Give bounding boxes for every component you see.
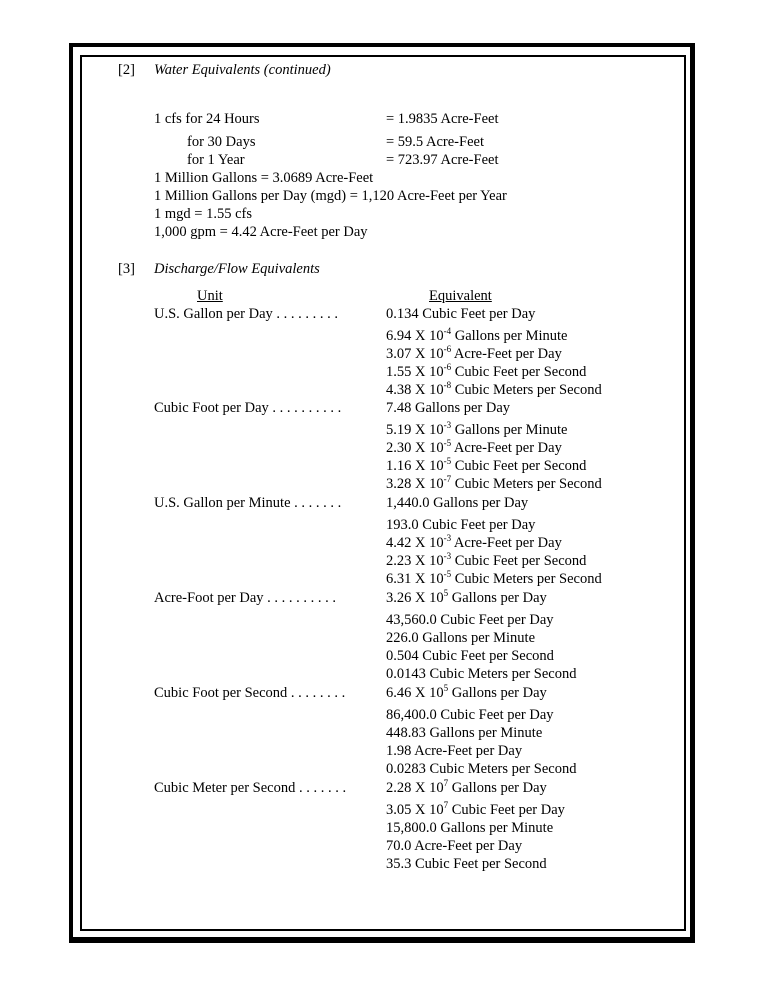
equivalent-value: [386, 762, 576, 777]
for-30-days-label: for 30 Days: [187, 134, 256, 150]
equivalent-base: 2.30 X 10: [386, 440, 444, 456]
equivalent-unit-text: Gallons per Day: [448, 590, 547, 606]
equivalent-base: 226.0 Gallons per Minute: [386, 630, 536, 646]
equivalent-value: [386, 588, 547, 606]
equivalent-value: [386, 307, 535, 322]
unit-label: Cubic Foot per Day . . . . . . . . . .: [154, 400, 342, 416]
equivalent-exponent: -3: [443, 420, 452, 430]
column-header-equivalent: Equivalent: [429, 288, 492, 304]
equivalent-value: [386, 496, 528, 511]
equivalent-base: 3.26 X 10: [386, 590, 444, 606]
equivalent-base: 1,440.0 Gallons per Day: [386, 495, 529, 511]
cfs-24h-value: = 1.9835 Acre-Feet: [386, 111, 499, 127]
equivalent-exponent: -5: [443, 569, 452, 579]
equivalent-value: [386, 857, 547, 872]
equivalent-exponent: 5: [443, 683, 449, 693]
section-2-title: Water Equivalents (continued): [154, 62, 331, 78]
equivalent-unit-text: Cubic Feet per Second: [451, 553, 587, 569]
equivalent-unit-text: Acre-Feet per Day: [451, 440, 562, 456]
equivalent-base: 193.0 Cubic Feet per Day: [386, 517, 536, 533]
equivalent-value: [386, 401, 510, 416]
equivalent-base: 6.31 X 10: [386, 571, 444, 587]
equivalent-unit-text: Cubic Meters per Second: [451, 571, 602, 587]
equivalent-base: 3.07 X 10: [386, 346, 444, 362]
equivalent-exponent: 5: [443, 588, 449, 598]
equivalent-base: 2.23 X 10: [386, 553, 444, 569]
equivalent-value: [386, 474, 602, 492]
equivalent-value: [386, 551, 587, 569]
equivalent-base: 0.134 Cubic Feet per Day: [386, 306, 536, 322]
page-inner-border: [80, 55, 686, 931]
equivalent-exponent: -3: [443, 551, 452, 561]
section-2-number: [2]: [118, 62, 135, 78]
equivalent-unit-text: Cubic Meters per Second: [451, 476, 602, 492]
equivalent-base: 2.28 X 10: [386, 780, 444, 796]
equivalent-unit-text: Cubic Feet per Day: [448, 802, 565, 818]
equivalent-base: 15,800.0 Gallons per Minute: [386, 820, 554, 836]
equivalent-exponent: -8: [443, 380, 452, 390]
equivalent-base: 70.0 Acre-Feet per Day: [386, 838, 523, 854]
equivalent-base: 6.94 X 10: [386, 328, 444, 344]
equivalent-unit-text: Acre-Feet per Day: [451, 346, 562, 362]
equivalent-base: 0.0283 Cubic Meters per Second: [386, 761, 577, 777]
equivalent-unit-text: Gallons per Day: [448, 685, 547, 701]
equivalent-value: [386, 533, 562, 551]
mgd-cfs-line: 1 mgd = 1.55 cfs: [154, 206, 252, 222]
equivalent-value: [386, 708, 554, 723]
equivalent-base: 43,560.0 Cubic Feet per Day: [386, 612, 554, 628]
equivalent-base: 1.98 Acre-Feet per Day: [386, 743, 523, 759]
equivalent-exponent: -6: [443, 362, 452, 372]
section-3-title: Discharge/Flow Equivalents: [154, 261, 320, 277]
equivalent-unit-text: Gallons per Minute: [451, 422, 568, 438]
equivalent-value: [386, 839, 522, 854]
equivalent-base: 4.42 X 10: [386, 535, 444, 551]
equivalent-base: 6.46 X 10: [386, 685, 444, 701]
equivalent-base: 35.3 Cubic Feet per Second: [386, 856, 547, 872]
equivalent-exponent: -5: [443, 456, 452, 466]
equivalent-value: [386, 569, 602, 587]
equivalent-unit-text: Acre-Feet per Day: [451, 535, 562, 551]
equivalent-unit-text: Cubic Feet per Second: [451, 458, 587, 474]
equivalent-base: 0.0143 Cubic Meters per Second: [386, 666, 577, 682]
equivalent-value: [386, 778, 547, 796]
unit-label: U.S. Gallon per Day . . . . . . . . .: [154, 306, 339, 322]
equivalent-exponent: 7: [443, 800, 449, 810]
gpm-line: 1,000 gpm = 4.42 Acre-Feet per Day: [154, 224, 368, 240]
equivalent-value: [386, 380, 602, 398]
equivalent-unit-text: Cubic Feet per Second: [451, 364, 587, 380]
for-1-year-value: = 723.97 Acre-Feet: [386, 152, 499, 168]
section-3-number: [3]: [118, 261, 135, 277]
equivalent-value: [386, 613, 554, 628]
unit-label: Cubic Foot per Second . . . . . . . .: [154, 685, 346, 701]
equivalent-value: [386, 326, 568, 344]
equivalent-value: [386, 631, 535, 646]
equivalent-base: 3.28 X 10: [386, 476, 444, 492]
equivalent-value: [386, 683, 547, 701]
equivalent-value: [386, 821, 553, 836]
equivalent-base: 448.83 Gallons per Minute: [386, 725, 543, 741]
unit-label: Cubic Meter per Second . . . . . . .: [154, 780, 347, 796]
equivalent-value: [386, 438, 562, 456]
equivalent-base: 3.05 X 10: [386, 802, 444, 818]
equivalent-value: [386, 800, 565, 818]
equivalent-exponent: 7: [443, 778, 449, 788]
equivalent-exponent: -7: [443, 474, 452, 484]
equivalent-base: 5.19 X 10: [386, 422, 444, 438]
equivalent-value: [386, 518, 535, 533]
unit-label: U.S. Gallon per Minute . . . . . . .: [154, 495, 342, 511]
equivalent-value: [386, 420, 568, 438]
equivalent-value: [386, 649, 554, 664]
equivalent-base: 86,400.0 Cubic Feet per Day: [386, 707, 554, 723]
equivalent-exponent: -5: [443, 438, 452, 448]
mgd-acre-feet-line: 1 Million Gallons per Day (mgd) = 1,120 Acre-Feet per Year: [154, 188, 507, 204]
equivalent-unit-text: Gallons per Minute: [451, 328, 568, 344]
equivalent-value: [386, 726, 542, 741]
equivalent-base: 1.16 X 10: [386, 458, 444, 474]
equivalent-exponent: -6: [443, 344, 452, 354]
equivalent-value: [386, 362, 587, 380]
equivalent-base: 7.48 Gallons per Day: [386, 400, 511, 416]
equivalent-unit-text: Gallons per Day: [448, 780, 547, 796]
column-header-unit: Unit: [197, 288, 223, 304]
equivalent-value: [386, 667, 576, 682]
equivalent-value: [386, 744, 522, 759]
unit-label: Acre-Foot per Day . . . . . . . . . .: [154, 590, 337, 606]
million-gallons-line: 1 Million Gallons = 3.0689 Acre-Feet: [154, 170, 374, 186]
for-1-year-label: for 1 Year: [187, 152, 245, 168]
cfs-24h-label: 1 cfs for 24 Hours: [154, 111, 260, 127]
equivalent-base: 4.38 X 10: [386, 382, 444, 398]
equivalent-value: [386, 344, 562, 362]
equivalent-exponent: -3: [443, 533, 452, 543]
for-30-days-value: = 59.5 Acre-Feet: [386, 134, 484, 150]
equivalent-value: [386, 456, 587, 474]
equivalent-unit-text: Cubic Meters per Second: [451, 382, 602, 398]
equivalent-exponent: -4: [443, 326, 452, 336]
equivalent-base: 1.55 X 10: [386, 364, 444, 380]
equivalent-base: 0.504 Cubic Feet per Second: [386, 648, 554, 664]
